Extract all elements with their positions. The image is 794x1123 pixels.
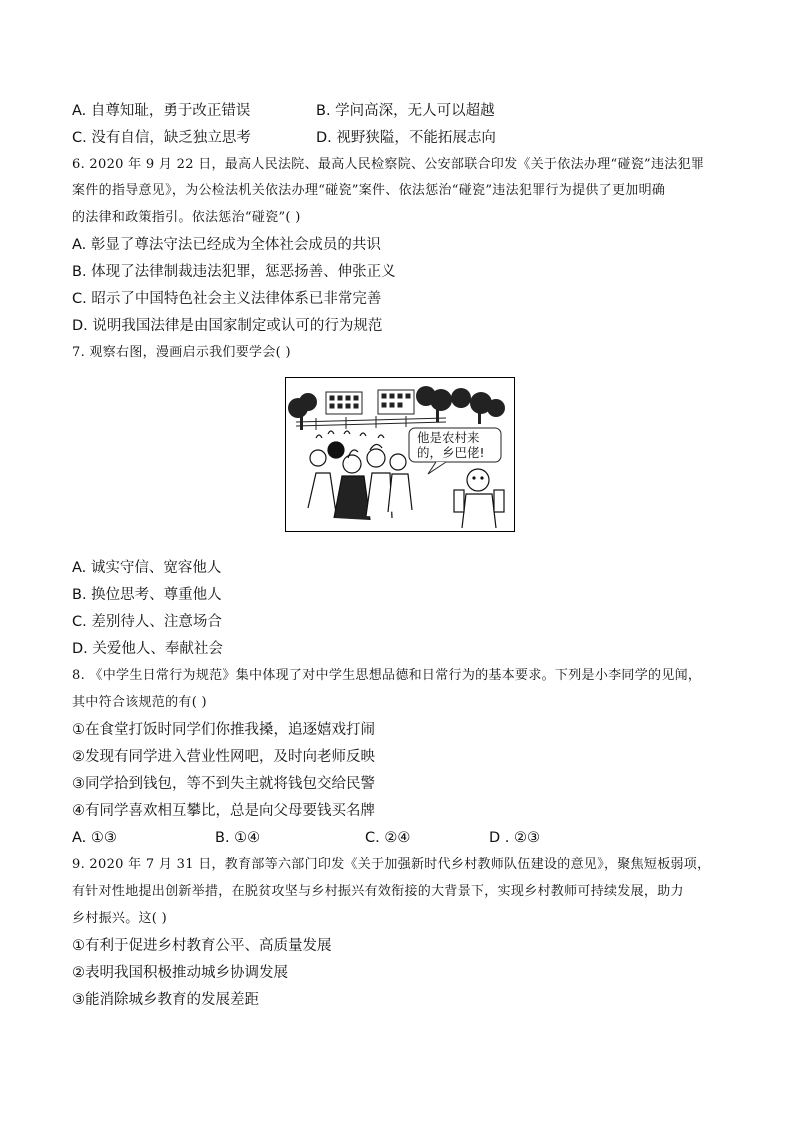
q6-stem-line-1: 6. 2020 年 9 月 22 日，最高人民法院、最高人民检察院、公安部联合印发《关于依法办理“碰瓷”违法犯罪 <box>72 157 705 172</box>
q5-option-c: C. 没有自信，缺乏独立思考 <box>72 130 251 146</box>
q6-option-a: A. 彰显了尊法守法已经成为全体社会成员的共识 <box>72 237 381 253</box>
q8-stem-line-1: 8. 《中学生日常行为规范》集中体现了对中学生思想品德和日常行为的基本要求。下列是小李同学的见闻， <box>72 668 702 683</box>
rural-student-icon <box>454 469 504 528</box>
q6-option-b: B. 体现了法律制裁违法犯罪，惩恶扬善、伸张正义 <box>72 264 396 280</box>
speech-bubble <box>409 428 501 474</box>
q6-stem-line-2: 案件的指导意见》，为公检法机关依法办理“碰瓷”案件、依法惩治“碰瓷”违法犯罪行为提供了更加明确 <box>72 183 666 198</box>
tree-left-icon <box>288 393 317 430</box>
q8-stem-line-2: 其中符合该规范的有( ) <box>72 695 207 710</box>
q7-option-d: D. 关爱他人、奉献社会 <box>72 641 223 657</box>
q7-option-a: A. 诚实守信、宽容他人 <box>72 560 222 576</box>
q8-item-3: ③同学拾到钱包，等不到失主就将钱包交给民警 <box>72 776 375 792</box>
q8-item-2: ②发现有同学进入营业性网吧，及时向老师反映 <box>72 749 375 765</box>
bubble-text-line-1: 他是农村来 <box>417 430 480 445</box>
q6-option-c: C. 昭示了中国特色社会主义法律体系已非常完善 <box>72 291 382 307</box>
q8-option-b: B. ①④ <box>215 830 261 846</box>
students-group-icon <box>308 431 412 520</box>
q8-item-1: ①在食堂打饭时同学们你推我搡，追逐嬉戏打闹 <box>72 722 375 738</box>
cartoon-drawing <box>286 378 513 530</box>
q6-option-d: D. 说明我国法律是由国家制定或认可的行为规范 <box>72 318 383 334</box>
q7-option-c: C. 差别待人、注意场合 <box>72 614 222 630</box>
q9-item-3: ③能消除城乡教育的发展差距 <box>72 992 259 1008</box>
q5-option-d: D. 视野狭隘，不能拓展志向 <box>316 130 496 146</box>
q5-option-a: A. 自尊知耻，勇于改正错误 <box>72 103 251 119</box>
q8-option-c: C. ②④ <box>365 830 411 846</box>
q9-item-2: ②表明我国积极推动城乡协调发展 <box>72 965 288 981</box>
q7-option-b: B. 换位思考、尊重他人 <box>72 587 222 603</box>
q9-item-1: ①有利于促进乡村教育公平、高质量发展 <box>72 938 332 954</box>
q8-item-4: ④有同学喜欢相互攀比，总是向父母要钱买名牌 <box>72 803 375 819</box>
q9-stem-line-3: 乡村振兴。这( ) <box>72 911 167 926</box>
q8-option-a: A. ①③ <box>72 830 117 846</box>
cartoon-image <box>285 377 515 532</box>
q9-stem-line-1: 9. 2020 年 7 月 31 日，教育部等六部门印发《关于加强新时代乡村教师队伍建设的意见》，聚焦短板弱项， <box>72 857 711 872</box>
q6-stem-line-3: 的法律和政策指引。依法惩治“碰瓷”( ) <box>72 210 301 225</box>
bubble-text-line-2: 的，乡巴佬! <box>417 445 485 460</box>
q5-option-b: B. 学问高深，无人可以超越 <box>316 103 495 119</box>
q7-stem: 7. 观察右图，漫画启示我们要学会( ) <box>72 345 291 360</box>
q8-option-d: D . ②③ <box>489 830 540 846</box>
q9-stem-line-2: 有针对性地提出创新举措，在脱贫攻坚与乡村振兴有效衔接的大背景下，实现乡村教师可持续发展，助力 <box>72 884 684 899</box>
